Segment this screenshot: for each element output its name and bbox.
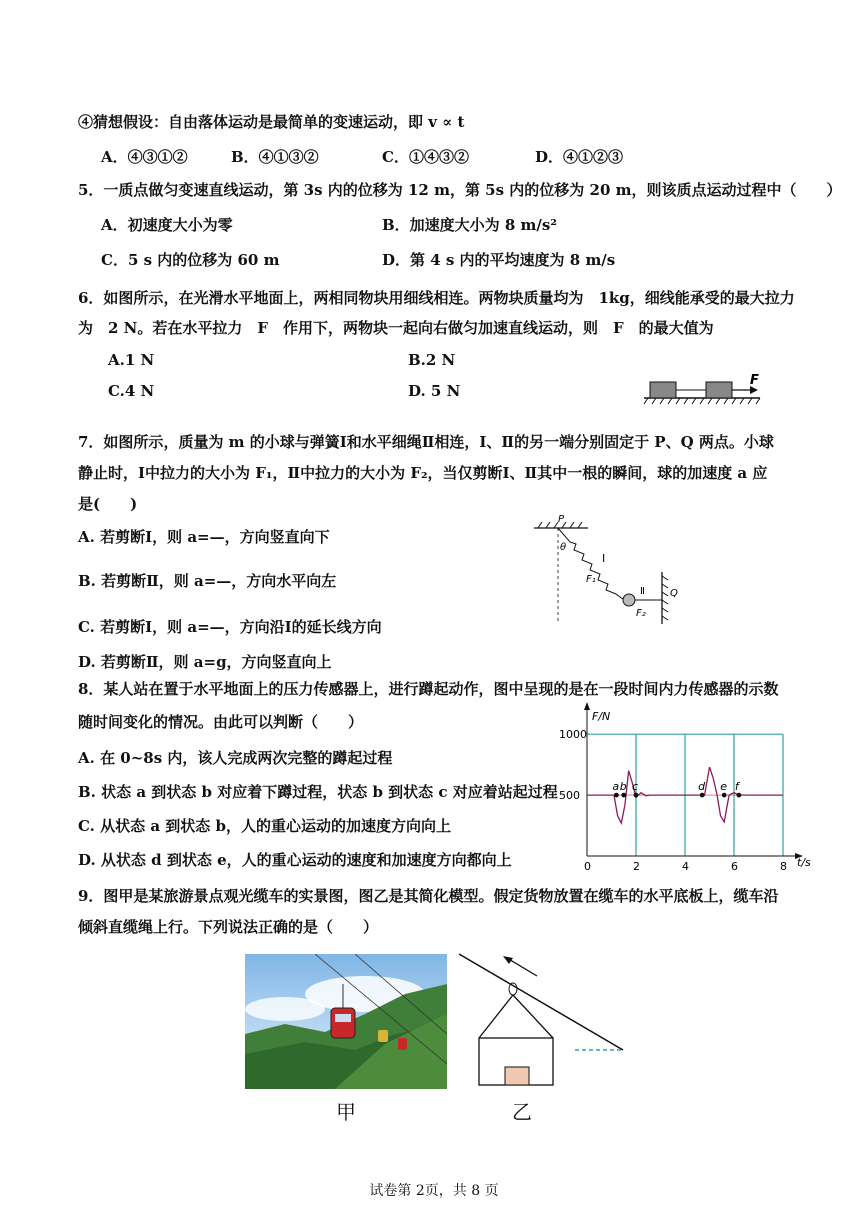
cable-car-model: [455, 952, 630, 1092]
x-tick-label: 8: [780, 860, 787, 872]
y-tick-label: 500: [559, 789, 580, 803]
q7-option-c: C. 若剪断Ⅰ，则 a=—，方向沿Ⅰ的延长线方向: [78, 618, 382, 636]
state-point: [722, 793, 727, 798]
label-spring-i: Ⅰ: [602, 552, 606, 565]
state-label: e: [720, 780, 727, 794]
q4-option-c: C．①④③②: [382, 148, 469, 166]
q8-option-a: A. 在 0~8s 内，该人完成两次完整的蹲起过程: [78, 749, 393, 767]
y-axis-label: F/N: [592, 710, 611, 723]
q6-figure: [640, 372, 765, 408]
q9-stem-line1: 9．图甲是某旅游景点观光缆车的实景图，图乙是其简化模型。假定货物放置在缆车的水平底板上，缆车沿: [78, 887, 779, 905]
label-f2: F₂: [636, 608, 646, 619]
q6-stem-line1: 6．如图所示，在光滑水平地面上，两相同物块用细线相连。两物块质量均为 1kg，细线能承受的最大拉力: [78, 289, 795, 307]
q8-option-c: C. 从状态 a 到状态 b，人的重心运动的加速度方向向上: [78, 817, 451, 835]
gondola-red: [331, 1008, 355, 1038]
q6-option-d: D. 5 N: [408, 382, 461, 400]
block-left: [650, 382, 676, 398]
state-label: c: [632, 780, 639, 794]
q4-option-a: A．④③①②: [101, 148, 188, 166]
q7-stem-line1: 7．如图所示，质量为 m 的小球与弹簧Ⅰ和水平细绳Ⅱ相连，Ⅰ、Ⅱ的另一端分别固定于 P、Q 两点。小球: [78, 433, 774, 451]
force-label: F: [750, 373, 759, 388]
q4-option-d: D．④①②③: [535, 148, 624, 166]
q7-option-d: D. 若剪断Ⅱ，则 a=g，方向竖直向上: [78, 653, 332, 671]
q7-stem-line3: 是( ): [78, 495, 138, 513]
x-axis-label: t/s: [797, 856, 811, 869]
ball: [623, 594, 635, 606]
q5-option-c: C．5 s 内的位移为 60 m: [101, 251, 280, 269]
label-theta: θ: [560, 542, 567, 553]
gondola-small-red: [398, 1038, 407, 1050]
caption-jia: 甲: [336, 1100, 356, 1124]
q8-option-b: B. 状态 a 到状态 b 对应着下蹲过程，状态 b 到状态 c 对应着站起过程: [78, 783, 558, 801]
label-p: P: [558, 514, 565, 525]
spring-i: [558, 528, 624, 600]
state-label: a: [612, 780, 620, 794]
q5-option-d: D．第 4 s 内的平均速度为 8 m/s: [382, 251, 616, 269]
y-axis-arrow: [584, 702, 590, 710]
caption-yi: 乙: [512, 1100, 532, 1124]
state-point: [737, 793, 742, 798]
q5-stem: 5．一质点做匀变速直线运动，第 3s 内的位移为 12 m，第 5s 内的位移为 20 m，则该质点运动过程中（ ）: [78, 181, 842, 199]
gondola-yellow: [378, 1030, 388, 1042]
x-tick-label: 4: [682, 860, 689, 872]
block-right: [706, 382, 732, 398]
state-point: [621, 793, 626, 798]
state-label: b: [619, 780, 627, 794]
state-point: [634, 793, 639, 798]
page-footer: 试卷第 2页，共 8 页: [369, 1183, 499, 1199]
y-tick-label: 1000: [559, 728, 587, 742]
cable-car-photo: [245, 954, 447, 1089]
q8-stem-line1: 8．某人站在置于水平地面上的压力传感器上，进行蹲起动作，图中呈现的是在一段时间内力传感器的示数: [78, 680, 779, 698]
q7-figure: [528, 512, 688, 627]
x-tick-label: 6: [731, 860, 738, 872]
q8-option-d: D. 从状态 d 到状态 e，人的重心运动的速度和加速度方向都向上: [78, 851, 512, 869]
q8-stem-line2: 随时间变化的情况。由此可以判断（ ）: [78, 713, 364, 731]
q4-line: ④猜想假设：自由落体运动是最简单的变速运动，即 v ∝ t: [78, 113, 465, 131]
q6-option-c: C.4 N: [108, 382, 155, 400]
label-q: Q: [670, 588, 678, 599]
q7-option-a: A. 若剪断Ⅰ，则 a=—，方向竖直向下: [78, 528, 330, 546]
q6-option-b: B.2 N: [408, 351, 456, 369]
x-tick-label: 2: [633, 860, 640, 872]
state-point: [614, 793, 619, 798]
state-label: d: [698, 780, 706, 794]
x-tick-label: 0: [584, 860, 591, 872]
motion-arrow: [507, 958, 537, 976]
q5-option-b: B．加速度大小为 8 m/s²: [382, 216, 557, 234]
label-rope-ii: Ⅱ: [640, 586, 645, 597]
cargo-box: [505, 1067, 529, 1085]
q5-option-a: A．初速度大小为零: [101, 216, 233, 234]
label-f1: F₁: [586, 574, 596, 585]
q6-stem-line2: 为 2 N。若在水平拉力 F 作用下，两物块一起向右做匀加速直线运动，则 F 的最大值为: [78, 319, 714, 337]
state-label: f: [734, 780, 739, 794]
q4-option-b: B．④①③②: [231, 148, 319, 166]
state-point: [700, 793, 705, 798]
q8-force-chart: [555, 702, 815, 872]
q7-option-b: B. 若剪断Ⅱ，则 a=—，方向水平向左: [78, 572, 337, 590]
q6-option-a: A.1 N: [108, 351, 155, 369]
q9-stem-line2: 倾斜直缆绳上行。下列说法正确的是（ ）: [78, 918, 379, 936]
q7-stem-line2: 静止时，Ⅰ中拉力的大小为 F₁，Ⅱ中拉力的大小为 F₂，当仅剪断Ⅰ、Ⅱ其中一根的瞬间，球的加速度 a 应: [78, 464, 768, 482]
